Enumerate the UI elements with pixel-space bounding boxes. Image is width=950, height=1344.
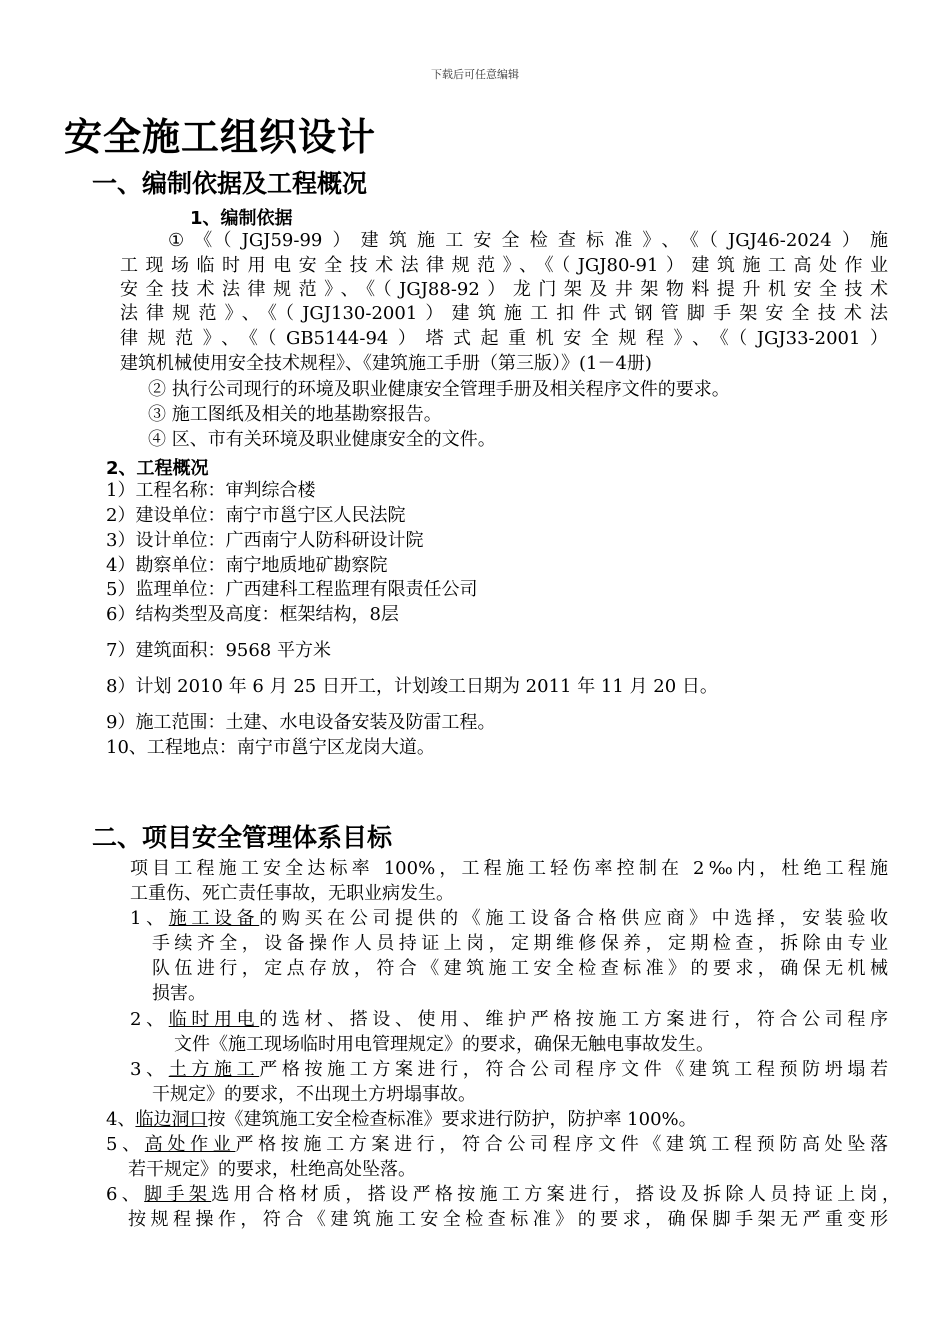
overview-item: 1）工程名称：审判综合楼 bbox=[106, 480, 316, 501]
goal-item-cont: 按规程操作，符合《建筑施工安全检查标准》的要求，确保脚手架无严重变形 bbox=[128, 1209, 888, 1230]
goal-item-cont: 手续齐全，设备操作人员持证上岗，定期维修保养，定期检查，拆除由专业 bbox=[152, 933, 888, 954]
section2-heading: 二、项目安全管理体系目标 bbox=[92, 823, 393, 852]
overview-item: 9）施工范围：土建、水电设备安装及防雷工程。 bbox=[106, 712, 496, 733]
basis-subheading: 1、编制依据 bbox=[190, 208, 293, 229]
goal-intro-line: 项目工程施工安全达标率 100%，工程施工轻伤率控制在 2‰内，杜绝工程施 bbox=[130, 858, 888, 879]
goal-intro-line: 工重伤、死亡责任事故，无职业病发生。 bbox=[130, 883, 454, 904]
basis-line: 安全技术法律规范》、《（JGJ88-92）龙门架及井架物料提升机安全技术 bbox=[120, 279, 888, 300]
basis-line: 工现场临时用电安全技术法律规范》、《（JGJ80-91）建筑施工高处作业 bbox=[120, 255, 888, 276]
basis-line: 法律规范》、《（JGJ130-2001）建筑施工扣件式钢管脚手架安全技术法 bbox=[120, 303, 888, 324]
goal-item-cont: 文件《施工现场临时用电管理规定》的要求，确保无触电事故发生。 bbox=[174, 1034, 714, 1055]
overview-item: 6）结构类型及高度：框架结构，8层 bbox=[106, 604, 399, 625]
basis-line: ①《（JGJ59-99）建筑施工安全检查标准》、《（JGJ46-2024）施 bbox=[168, 230, 888, 251]
overview-subheading: 2、工程概况 bbox=[106, 458, 209, 479]
goal-item-3: 3、土方施工严格按施工方案进行，符合公司程序文件《建筑工程预防坍塌若 bbox=[130, 1059, 889, 1080]
overview-item: 3）设计单位：广西南宁人防科研设计院 bbox=[106, 530, 424, 551]
goal-item-1: 1、施工设备的购买在公司提供的《施工设备合格供应商》中选择，安装验收 bbox=[130, 908, 889, 929]
goal-term: 临时用电 bbox=[168, 1009, 260, 1030]
overview-item: 4）勘察单位：南宁地质地矿勘察院 bbox=[106, 555, 388, 576]
goal-item-cont: 队伍进行，定点存放，符合《建筑施工安全检查标准》的要求，确保无机械 bbox=[152, 958, 888, 979]
basis-item: ② 执行公司现行的环境及职业健康安全管理手册及相关程序文件的要求。 bbox=[148, 379, 730, 400]
header-note: 下载后可任意编辑 bbox=[431, 68, 519, 81]
goal-item-4: 4、临边洞口按《建筑施工安全检查标准》要求进行防护，防护率 100%。 bbox=[106, 1109, 697, 1130]
goal-item-5: 5、高处作业严格按施工方案进行，符合公司程序文件《建筑工程预防高处坠落 bbox=[106, 1134, 889, 1155]
overview-item: 2）建设单位：南宁市邕宁区人民法院 bbox=[106, 505, 406, 526]
goal-term: 施工设备 bbox=[168, 908, 260, 929]
goal-term: 土方施工 bbox=[168, 1059, 260, 1080]
basis-item: ③ 施工图纸及相关的地基勘察报告。 bbox=[148, 404, 442, 425]
overview-item: 5）监理单位：广西建科工程监理有限责任公司 bbox=[106, 579, 478, 600]
basis-line: 建筑机械使用安全技术规程》、《建筑施工手册（第三版）》(1－4册) bbox=[120, 353, 652, 374]
goal-item-2: 2、临时用电的选材、搭设、使用、维护严格按施工方案进行，符合公司程序 bbox=[130, 1009, 889, 1030]
goal-term: 脚手架 bbox=[144, 1184, 212, 1205]
goal-term: 临边洞口 bbox=[135, 1109, 208, 1130]
goal-item-cont: 损害。 bbox=[152, 983, 206, 1004]
overview-item: 7）建筑面积：9568 平方米 bbox=[106, 640, 331, 661]
basis-line: 律规范》、《（GB5144-94）塔式起重机安全规程》、《（JGJ33-2001） bbox=[120, 328, 888, 349]
goal-term: 高处作业 bbox=[144, 1134, 236, 1155]
overview-item: 8）计划 2010 年 6 月 25 日开工，计划竣工日期为 2011 年 11 月 20 日。 bbox=[106, 676, 718, 697]
goal-item-cont: 若干规定》的要求，杜绝高处坠落。 bbox=[128, 1159, 416, 1180]
goal-item-6: 6、脚手架选用合格材质，搭设严格按施工方案进行，搭设及拆除人员持证上岗， bbox=[106, 1184, 901, 1205]
overview-item: 10、工程地点：南宁市邕宁区龙岗大道。 bbox=[106, 737, 435, 758]
basis-item: ④ 区、市有关环境及职业健康安全的文件。 bbox=[148, 429, 496, 450]
goal-item-cont: 干规定》的要求，不出现土方坍塌事故。 bbox=[152, 1084, 476, 1105]
section1-heading: 一、编制依据及工程概况 bbox=[92, 169, 368, 198]
document-title: 安全施工组织设计 bbox=[64, 115, 377, 159]
